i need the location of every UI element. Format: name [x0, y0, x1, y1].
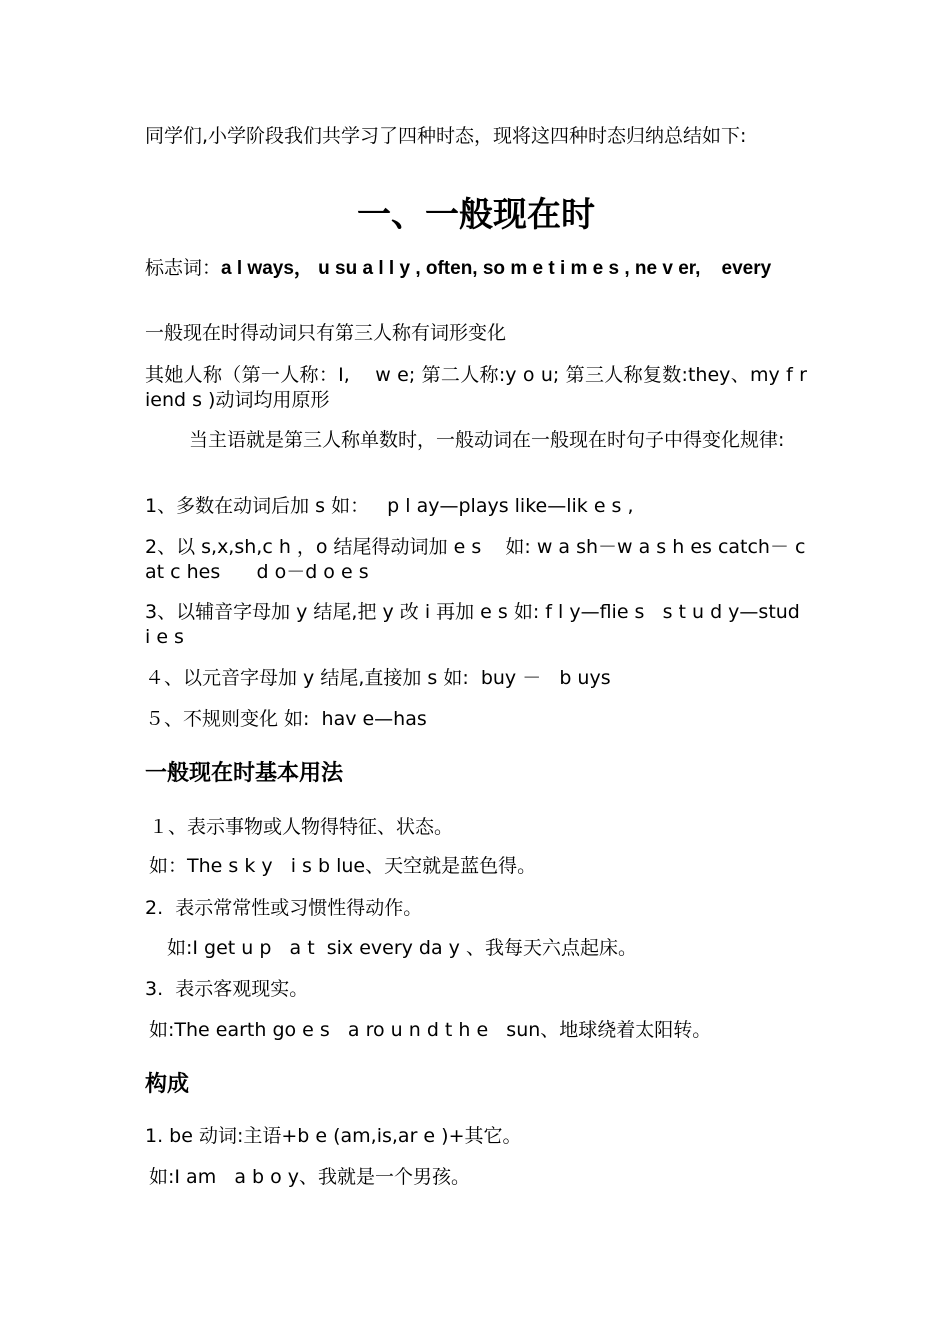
- usage-item: 3. 表示客观现实。: [145, 978, 309, 1000]
- rule-intro: 一般现在时得动词只有第三人称有词形变化: [145, 322, 507, 344]
- section-title: 一、一般现在时: [357, 195, 595, 235]
- rule-item: 1、多数在动词后加 s 如： p l ay—plays like—lik e s ,: [145, 495, 634, 517]
- signal-words-line: [145, 256, 807, 281]
- usage-example: 如:I get u p a t six every da y 、我每天六点起床。: [167, 937, 637, 959]
- usage-heading: 一般现在时基本用法: [145, 761, 344, 786]
- other-persons-paragraph: 其她人称（第一人称：I, w e; 第二人称:y o u; 第三人称复数:they、my f r iend s )动词均用原形: [145, 364, 814, 411]
- signal-words-list: a l ways， u su a l l y , often, so m e t i m e s , ne v er, every: [221, 258, 772, 279]
- intro-paragraph: 同学们,小学阶段我们共学习了四种时态，现将这四种时态归纳总结如下:: [145, 125, 747, 147]
- rule-item: ４、以元音字母加 y 结尾,直接加 s 如: buy － b uys: [145, 667, 611, 689]
- structure-heading: 构成: [145, 1072, 190, 1097]
- usage-item: 2. 表示常常性或习惯性得动作。: [145, 897, 423, 919]
- rule-item: 3、以辅音字母加 y 结尾,把 y 改 i 再加 e s 如: f l y—flie s s t u d y—stud i e s: [145, 601, 806, 648]
- structure-item: 1. be 动词:主语+b e (am,is,ar e )+其它。: [145, 1125, 522, 1147]
- usage-example: 如：The s k y i s b lue、天空就是蓝色得。: [149, 855, 537, 877]
- rule-item: ５、不规则变化 如: hav e—has: [145, 708, 427, 730]
- usage-example: 如:The earth go e s a ro u n d t h e sun、地球绕着太阳转。: [149, 1019, 712, 1041]
- structure-example: 如:I am a b o y、我就是一个男孩。: [149, 1166, 471, 1188]
- usage-item: １、表示事物或人物得特征、状态。: [149, 816, 454, 838]
- third-person-rule: 当主语就是第三人称单数时，一般动词在一般现在时句子中得变化规律:: [189, 429, 785, 451]
- rule-item: 2、以 s,x,sh,c h ，o 结尾得动词加 e s 如: w a sh－w a s h es catch－ c at c hes d o－d o e s: [145, 536, 812, 583]
- signal-words-label: 标志词：: [145, 257, 222, 279]
